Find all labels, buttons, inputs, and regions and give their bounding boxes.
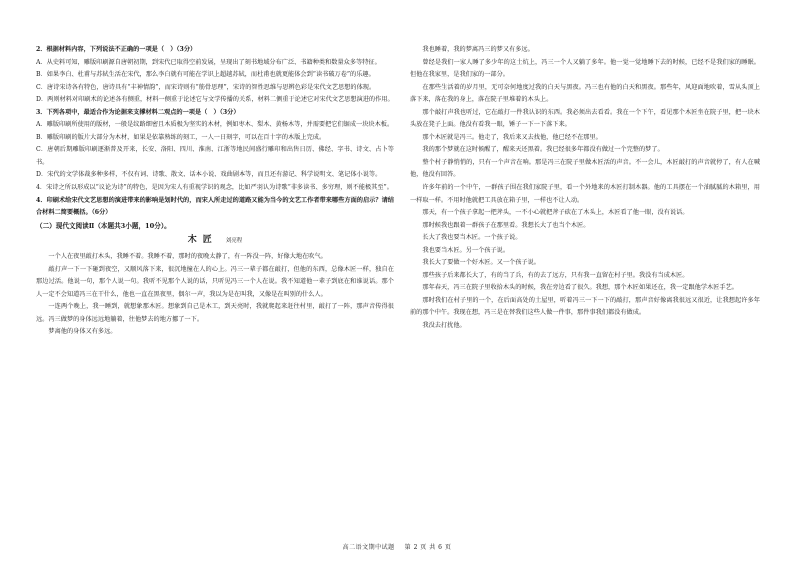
question-3-option-b: B．雕版印刷的版片大部分为木材，如果是依靠熟练的刻工，一人一日刻字，可以在百十字的木版上完成。 — [36, 133, 326, 141]
left-column — [36, 44, 394, 339]
story-paragraph: 一连两个晚上，我一睡到，就想象那木匠。想象到自己是木工，到天亮时，我就爬起来赶往村里，敲打了一阵，那声音传得很远。冯三做梦的身体远远地躺着，往他梦去的地方挪了一下。 — [36, 303, 394, 323]
story-title-line — [36, 233, 394, 249]
question-2-option-a: A．从史料可知，雕版印刷源自唐朝初期，到宋代已取得空前发展，呈现出了刻书地域分布广泛、书籍种类和数量众多等特征。 — [36, 58, 381, 66]
question-3-stem: 3．下列各项中，最适合作为论据来支撑材料二观点的一项是（ ）（3分） — [36, 108, 240, 116]
footer-page-number: 第 2 页 共 6 页 — [404, 544, 452, 551]
question-3-option-c: C．唐朝后期雕版印刷逐渐普及开来，长安、洛阳、四川、淮南、江浙等地民间盛行雕印和出售日历、佛经、字书、诗文、占卜等书。 — [36, 146, 394, 166]
story-paragraph: 整个村子静悄悄的，只有一个声音在响。那是冯三在院子里做木匠活的声音。不一会儿，木匠敲打的声音就停了，有人在喊他，他没有回答。 — [410, 158, 760, 179]
question-2-option-d: D．两则材料对印刷术的论述各有侧重，材料一侧重于论述它与文学传播的关系，材料二侧重于论述它对宋代文艺思想演进的作用。 — [36, 96, 394, 104]
story-paragraph: 那年春天，冯三在院子里收拾木头的时候，我在旁边看了很久。我想，那个木匠如果还在，我一定跟他学木匠手艺。 — [422, 284, 738, 292]
question-2-option-c: C．唐诗宋诗各有特色，唐诗具有“丰神情韵”，而宋诗则有“筋骨思理”，宋诗的智性思维与思辨色彩是宋代文艺思想的体现。 — [36, 83, 376, 91]
story-paragraph: 那天，有一个孩子拿起一把斧头，一不小心就把斧子砍在了木头上，木匠看了他一眼，没有说话。 — [422, 209, 689, 217]
story-author: 刘亮程 — [225, 238, 243, 245]
story-paragraph: 那个敲打声我也听过，它在敲打一件我认识的东西。我必须出去看看。我在一个下午，看见那个木匠坐在院子里，把一块木头放在凳子上面。他没有看我一眼，锤子一下一下落下来。 — [410, 108, 760, 129]
story-paragraph: 敲打声一下一下砸到夜空，又顺风落下来，很沉地撞在人的心上。冯三一辈子都在敲打，但他的东西，总像木匠一样，独自在那边过活。他说一句，那个人说一句。我听不见那个人说的话，只听见冯三一个人在说。我不知道他一辈子到底在和谁说话。那个人一定不会知道冯三在干什么，他也一直在黑夜里，偶尔一声，我以为是在叫我，又像是在叫别的什么人。 — [36, 265, 394, 298]
question-4-text: 4．印刷术给宋代文艺思想的演进带来的影响是划时代的，而宋人所走过的道路又能为当今的文艺工作者带来哪些方面的启示？请结合材料二简要概括。（6分） — [36, 196, 394, 217]
section-heading: （二）现代文阅读Ⅱ（本题共3小题，10分）。 — [36, 221, 171, 230]
page-footer — [0, 542, 794, 551]
question-2-option-b: B．如果李白、杜甫与苏轼生活在宋代，那么李白就有可能在学识上超越苏轼，而杜甫也就更能体会到“读书破万卷”的乐趣。 — [36, 71, 375, 79]
story-paragraph: 我长大了要做一个好木匠。又一个孩子说。 — [422, 259, 540, 267]
story-title: 木匠 — [187, 235, 218, 246]
story-paragraph: 那些孩子后来都长大了，有的当了兵，有的去了远方，只有我一直留在村子里。我没有当成木匠。 — [422, 271, 689, 279]
story-paragraph: 我的那个梦就在这时候醒了，醒来天还黑着。我已经很多年都没有做过一个完整的梦了。 — [422, 146, 664, 154]
story-paragraph: 长大了我也要当木匠。一个孩子说。 — [422, 234, 522, 242]
question-2-stem: 2．根据材料内容，下列说法不正确的一项是（ ）（3分） — [36, 46, 197, 53]
story-paragraph: 我也要当木匠。另一个孩子说。 — [422, 246, 510, 254]
story-paragraph: 在那些生活着的岁月里，无可奈何地度过我的白天与黑夜。冯三也有他的白天和黑夜。那些年，风迎面地吹着，雪从头顶上落下来，落在我的身上，落在院子里堆着的木头上。 — [410, 83, 760, 104]
story-paragraph: 我也睡着，我的梦离冯三的梦又有多远。 — [422, 46, 534, 53]
story-paragraph: 梦离他的身体又有多远。 — [48, 328, 117, 336]
footer-exam-name: 高二语文期中试题 — [342, 544, 395, 551]
question-3-option-d: D．宋代的文学体裁多种多样，不仅有词、诗歌、散文、话本小说、戏曲剧本等，而且还有游记、科学说明文、笔记体小说等。 — [36, 171, 382, 179]
question-3-extra: 4．宋诗之所以形成以“议论为诗”的特色，是因为宋人有重视学识的观念，比如严羽认为诗歌“非多读书、多穷理，则不能极其至”。 — [36, 184, 393, 192]
story-paragraph: 一个人在夜里敲打木头，我睡不着。我睡不着，那时的夜晚太静了，有一阵没一阵，好像大地在吹气。 — [48, 253, 327, 261]
story-paragraph: 我没去打扰他。 — [422, 322, 466, 330]
story-paragraph: 许多年前的一个中午，一群孩子围在我们家院子里，看一个外地来的木匠打制木器。他的工具摆在一个油腻腻的木箱里，用一样取一样。不用时他就把工具放在箱子里，一样也不让人动。 — [410, 184, 760, 204]
story-paragraph: 那时候我也跟着一群孩子在那里看。我想长大了也当个木匠。 — [422, 221, 590, 229]
story-paragraph: 那个木匠就是冯三。他走了，我后来又去找他，他已经不在那里。 — [422, 133, 602, 141]
right-column — [410, 44, 760, 333]
story-paragraph: 那时我们在村子里的一个，在后面高处的土屋里，听着冯三一下一下的敲打，那声音好像离我很远又很近，让我想起许多年前的那个中午。我现在想，冯三是在替我们这些人做一件事，那件事我们都没有做成。 — [410, 296, 760, 317]
story-paragraph: 曾经是我们一家人睡了多少年的这土炕上，冯三一个人又躺了多年。他一觉一觉地睡下去的时候，已经不是我们家的睡眠。但他在我家里，是我们家的一部分。 — [410, 58, 760, 79]
question-3-option-a: A．雕版印刷所使用的版材，一般是纹路细密且木质极为坚实的木材，例如枣木、梨木、黄杨木等，并需要把它们锯成一块块木板。 — [36, 121, 394, 129]
